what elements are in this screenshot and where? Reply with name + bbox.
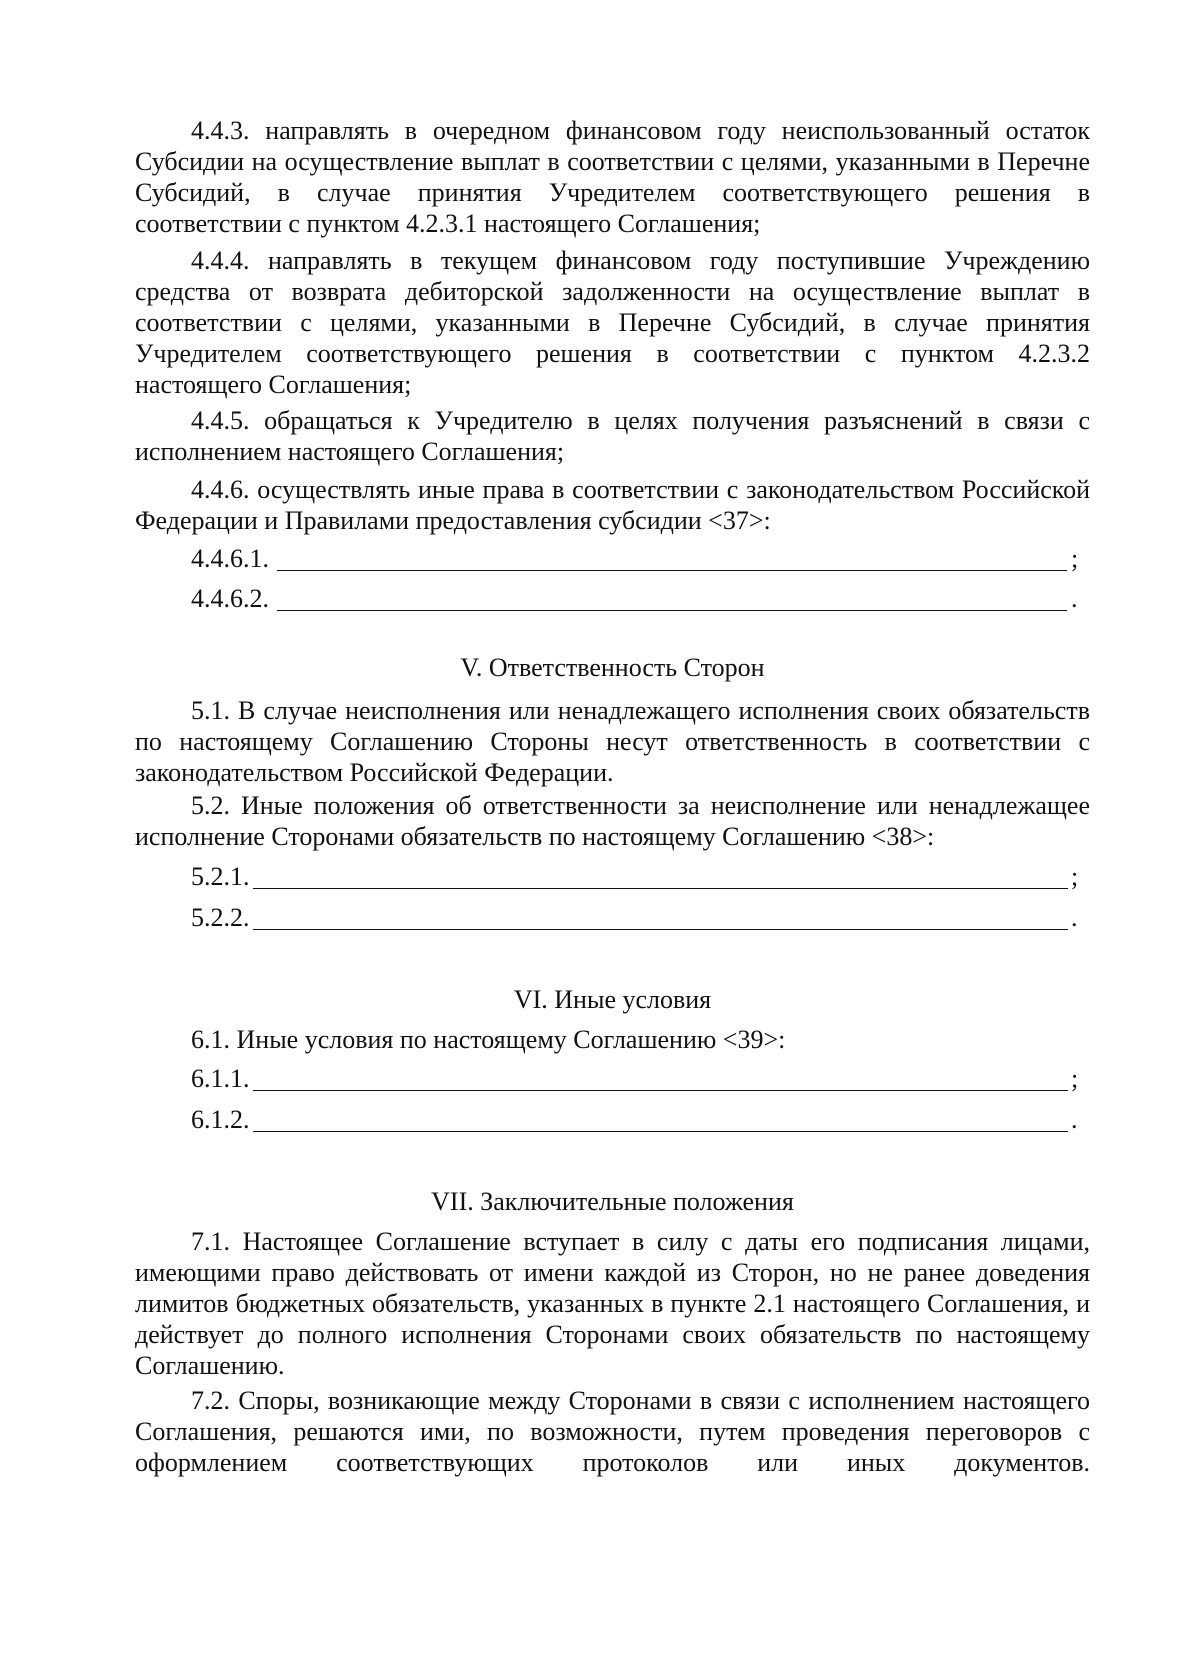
blank-field-5-2-2 (191, 903, 1090, 935)
clause-4-4-3 (135, 115, 1090, 239)
blank-number: 6.1.2. (191, 1105, 250, 1134)
blank-field-6-1-2 (191, 1105, 1090, 1137)
section-heading-7: VII. Заключительные положения (431, 1187, 794, 1216)
clause-5-2 (135, 790, 1090, 852)
fill-line (277, 570, 1067, 571)
blank-number: 4.4.6.1. (191, 544, 269, 573)
blank-end-mark: ; (1071, 1064, 1079, 1093)
blank-field-4-4-6-1 (191, 544, 1090, 576)
blank-field-4-4-6-2 (191, 584, 1090, 616)
blank-field-5-2-1 (191, 862, 1090, 894)
fill-line (253, 888, 1068, 889)
blank-end-mark: ; (1071, 862, 1079, 891)
blank-end-mark: . (1071, 903, 1078, 932)
blank-number: 6.1.1. (191, 1064, 250, 1093)
blank-number: 5.2.2. (191, 903, 250, 932)
clause-4-4-6 (135, 474, 1090, 536)
clause-4-4-3-text: 4.4.3. направлять в очередном финансовом году неиспользованный остаток Субсидии на осуществление выплат в соответствии с целями, указанными в Перечне Субсидий, в случае принятия Учредителем соответствующего решения в соответствии с пунктом 4.2.3.1 настоящего Соглашения; (135, 116, 1090, 238)
fill-line (253, 1131, 1068, 1132)
fill-line (253, 929, 1068, 930)
blank-end-mark: . (1071, 584, 1078, 613)
section-heading-5: V. Ответственность Сторон (460, 653, 765, 682)
clause-7-2 (135, 1385, 1090, 1478)
blank-field-6-1-1 (191, 1064, 1090, 1096)
clause-5-1 (135, 695, 1090, 788)
clause-6-1-text: 6.1. Иные условия по настоящему Соглашению <39>: (191, 1025, 786, 1054)
clause-4-4-5 (135, 405, 1090, 467)
clause-5-2-text: 5.2. Иные положения об ответственности за неисполнение или ненадлежащее исполнение Сторонами обязательств по настоящему Соглашению <38>: (135, 791, 1090, 851)
blank-number: 4.4.6.2. (191, 584, 269, 613)
clause-4-4-6-text: 4.4.6. осуществлять иные права в соответствии с законодательством Российской Федерации и Правилами предоставления субсидии <37>: (135, 475, 1090, 535)
clause-4-4-4-text: 4.4.4. направлять в текущем финансовом году поступившие Учреждению средства от возврата дебиторской задолженности на осуществление выплат в соответствии с целями, указанными в Перечне Субсидий, в случае принятия Учредителем соответствующего решения в соответствии с пунктом 4.2.3.2 настоящего Соглашения; (135, 246, 1090, 399)
fill-line (253, 1090, 1068, 1091)
clause-7-1-text: 7.1. Настоящее Соглашение вступает в силу с даты его подписания лицами, имеющими право действовать от имени каждой из Сторон, но не ранее доведения лимитов бюджетных обязательств, указанных в пункте 2.1 настоящего Соглашения, и действует до полного исполнения Сторонами своих обязательств по настоящему Соглашению. (135, 1227, 1090, 1380)
clause-4-4-5-text: 4.4.5. обращаться к Учредителю в целях получения разъяснений в связи с исполнением настоящего Соглашения; (135, 406, 1090, 466)
clause-7-2-text: 7.2. Споры, возникающие между Сторонами в связи с исполнением настоящего Соглашения, решаются ими, по возможности, путем проведения переговоров с оформлением соответствующих протоколов или иных документов. (135, 1386, 1090, 1477)
clause-4-4-4 (135, 245, 1090, 400)
section-heading-6: VI. Иные условия (513, 985, 712, 1014)
blank-end-mark: . (1071, 1105, 1078, 1134)
fill-line (277, 610, 1067, 611)
blank-end-mark: ; (1071, 544, 1079, 573)
clause-7-1 (135, 1226, 1090, 1381)
clause-5-1-text: 5.1. В случае неисполнения или ненадлежащего исполнения своих обязательств по настоящему Соглашению Стороны несут ответственность в соответствии с законодательством Российской Федерации. (135, 696, 1090, 787)
blank-number: 5.2.1. (191, 862, 250, 891)
clause-6-1 (135, 1024, 1090, 1055)
